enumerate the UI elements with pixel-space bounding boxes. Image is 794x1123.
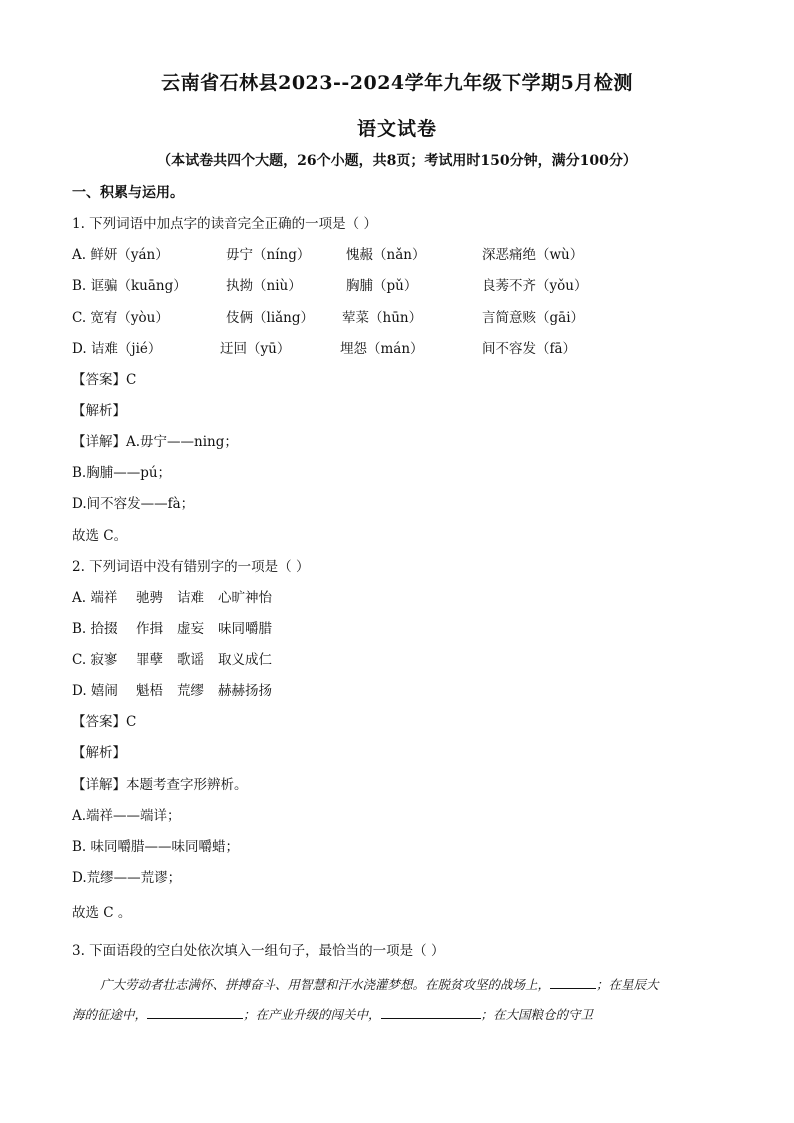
q3-stem: 3. 下面语段的空白处依次填入一组句子，最恰当的一项是（ ） — [72, 943, 445, 959]
page-subtitle: 语文试卷 — [356, 118, 437, 140]
q1-detail-2: B.胸脯——pú； — [72, 465, 172, 481]
q1-option-d-1: D. 诘难（jié） — [72, 341, 162, 357]
q2-detail-4: D.荒缪——荒谬； — [72, 870, 182, 886]
section-heading: 一、积累与运用。 — [72, 185, 184, 201]
q2-option-b-2: 作揖 — [136, 621, 163, 637]
q3-passage-text: 海的征途中， — [72, 1007, 148, 1022]
q3-passage-line-1 — [100, 975, 659, 994]
exam-note: （本试卷共四个大题，26个小题，共8页；考试用时150分钟，满分100分） — [157, 153, 637, 169]
q2-detail-5: 故选 C 。 — [72, 905, 132, 921]
q2-stem: 2. 下列词语中没有错别字的一项是（ ） — [72, 559, 310, 575]
q1-detail-3: D.间不容发——fà； — [72, 496, 195, 512]
q1-option-b-2: 执拗（niù） — [226, 278, 302, 294]
q2-option-a-2: 驰骋 — [136, 590, 163, 606]
q2-option-a-3: 诘难 — [177, 590, 204, 606]
q2-option-b-1: B. 拾掇 — [72, 621, 118, 637]
q2-option-d-4: 赫赫扬扬 — [218, 683, 272, 699]
q1-option-c-2: 伎俩（liǎng） — [226, 310, 315, 326]
q1-option-b-4: 良莠不齐（yǒu） — [482, 278, 588, 294]
q2-answer: 【答案】C — [72, 714, 137, 730]
q2-option-d-1: D. 嬉闹 — [72, 683, 118, 699]
q2-option-d-3: 荒缪 — [177, 683, 204, 699]
q1-option-c-4: 言简意赅（gāi） — [482, 310, 585, 326]
q1-detail-1: 【详解】A.毋宁——ning； — [72, 434, 238, 450]
q1-option-a-1: A. 鲜妍（yán） — [72, 247, 169, 263]
page-title: 云南省石林县2023--2024学年九年级下学期5月检测 — [161, 72, 633, 94]
q1-analysis: 【解析】 — [72, 403, 126, 419]
q3-blank-2[interactable] — [147, 1005, 243, 1019]
q3-blank-3[interactable] — [381, 1005, 481, 1019]
q1-option-d-2: 迂回（yū） — [220, 341, 291, 357]
q2-option-b-3: 虚妄 — [177, 621, 204, 637]
q3-passage-text: ；在大国粮仓的守卫 — [480, 1007, 594, 1022]
q3-passage-line-2 — [72, 1005, 593, 1024]
q2-detail-1: 【详解】本题考查字形辨析。 — [72, 777, 248, 793]
q3-passage-text: ；在产业升级的闯关中， — [243, 1007, 381, 1022]
q1-option-a-4: 深恶痛绝（wù） — [482, 247, 584, 263]
q2-analysis: 【解析】 — [72, 745, 126, 761]
q1-option-c-3: 荤菜（hūn） — [342, 310, 423, 326]
q3-passage-text: 广大劳动者壮志满怀、拼搏奋斗、用智慧和汗水浇灌梦想。在脱贫攻坚的战场上， — [100, 977, 551, 992]
q1-option-d-3: 埋怨（mán） — [340, 341, 424, 357]
q1-option-b-1: B. 诓骗（kuāng） — [72, 278, 187, 294]
q1-option-c-1: C. 宽宥（yòu） — [72, 310, 169, 326]
q2-detail-3: B. 味同嚼腊——味同嚼蜡； — [72, 839, 240, 855]
q2-option-c-3: 歌谣 — [177, 652, 204, 668]
q1-option-b-3: 胸脯（pǔ） — [346, 278, 418, 294]
q2-option-b-4: 味同嚼腊 — [218, 621, 272, 637]
q3-passage-text: ；在星辰大 — [596, 977, 659, 992]
q2-option-c-2: 罪孽 — [136, 652, 163, 668]
q1-option-d-4: 间不容发（fā） — [482, 341, 577, 357]
q3-blank-1[interactable] — [550, 975, 596, 989]
q2-option-d-2: 魁梧 — [136, 683, 163, 699]
q2-option-c-1: C. 寂寥 — [72, 652, 118, 668]
q2-option-c-4: 取义成仁 — [218, 652, 272, 668]
q1-detail-4: 故选 C。 — [72, 528, 128, 544]
q1-option-a-3: 愧赧（nǎn） — [346, 247, 426, 263]
q1-stem: 1. 下列词语中加点字的读音完全正确的一项是（ ） — [72, 216, 377, 232]
q1-answer: 【答案】C — [72, 372, 137, 388]
q2-option-a-1: A. 端祥 — [72, 590, 118, 606]
q2-detail-2: A.端祥——端详； — [72, 808, 181, 824]
q2-option-a-4: 心旷神怡 — [218, 590, 272, 606]
q1-option-a-2: 毋宁（níng） — [226, 247, 311, 263]
